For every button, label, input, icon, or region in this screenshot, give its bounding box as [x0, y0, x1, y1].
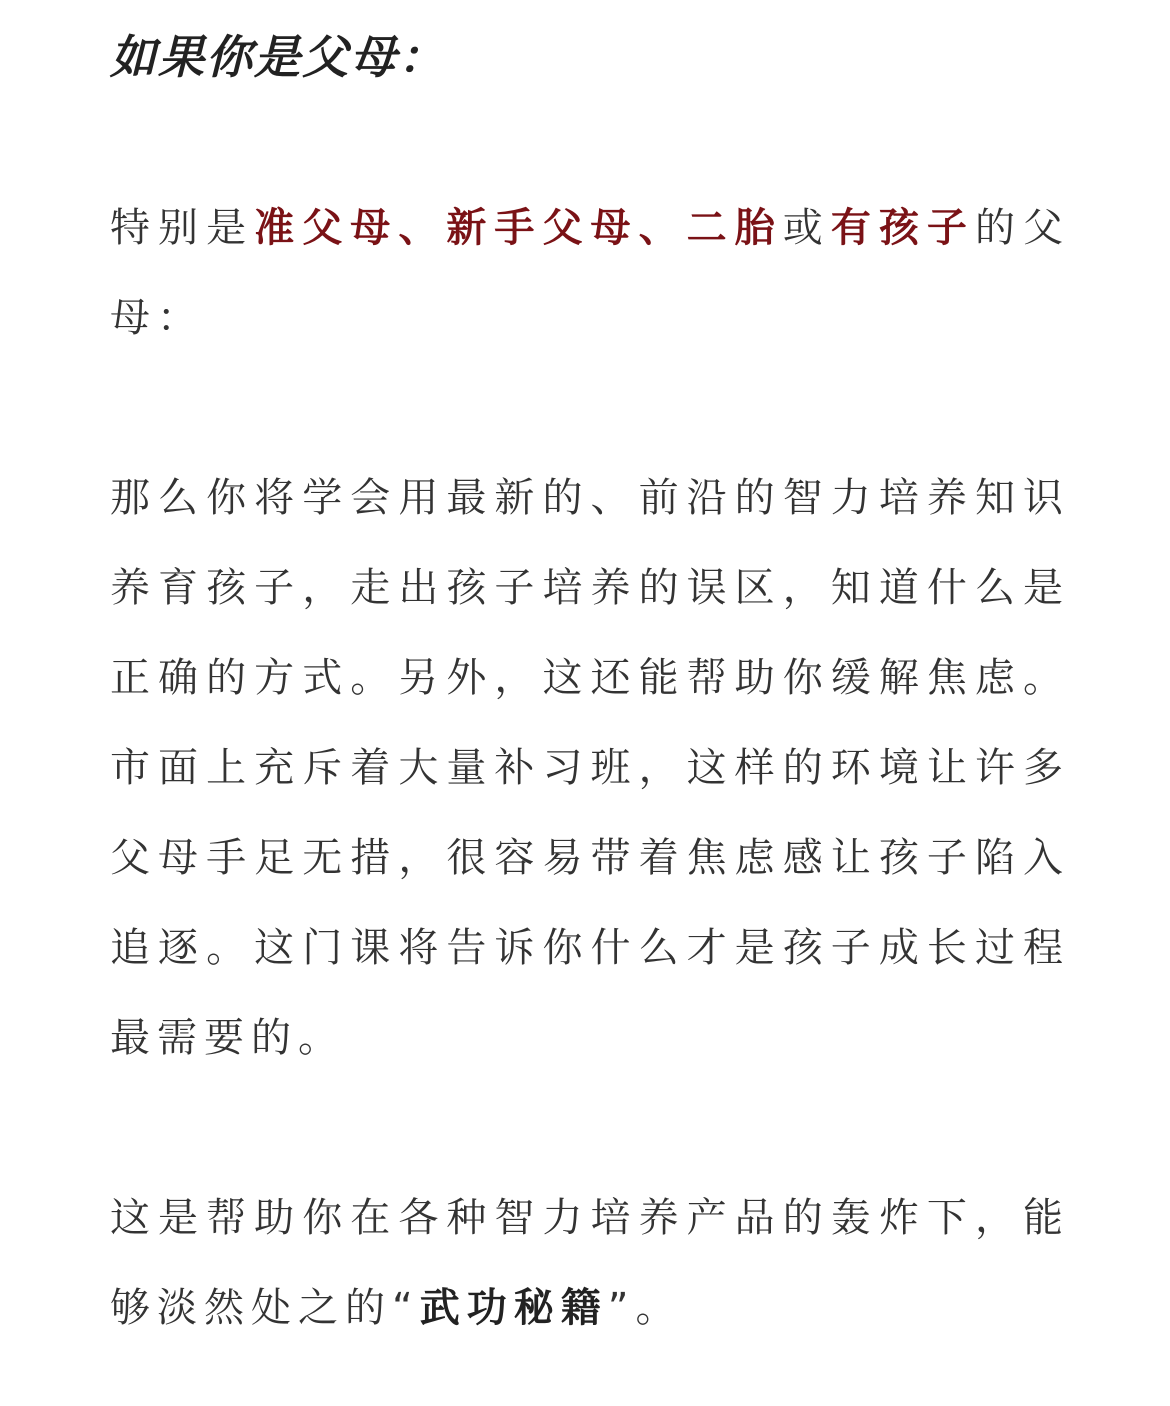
- para3-text-2: ”。: [607, 1285, 683, 1331]
- para3-text-1: 这是帮助你在各种智力培养产品的轰炸下，能够淡然处之的“: [110, 1195, 1070, 1331]
- para1-text-1: 特别是: [110, 205, 255, 251]
- summary-paragraph: [110, 1173, 1070, 1353]
- article-body: [110, 0, 1070, 1353]
- para1-text-2: 或: [782, 205, 831, 251]
- section-heading: 如果你是父母：: [110, 30, 446, 84]
- target-audience-paragraph: [110, 183, 1070, 363]
- benefit-paragraph: 那么你将学会用最新的、前沿的智力培养知识养育孩子，走出孩子培养的误区，知道什么是正确的方式。另外，这还能帮助你缓解焦虑。市面上充斥着大量补习班，这样的环境让许多父母手足无措，很容易带着焦虑感让孩子陷入追逐。这门课将告诉你什么才是孩子成长过程最需要的。: [110, 475, 1070, 1061]
- para3-bold-term: 武功秘籍: [419, 1285, 608, 1331]
- para1-highlight-with-kids: 有孩子: [830, 205, 975, 251]
- para1-text-3: 的父母：: [110, 205, 1071, 341]
- para1-highlight-parents: 准父母、新手父母、二胎: [254, 205, 783, 251]
